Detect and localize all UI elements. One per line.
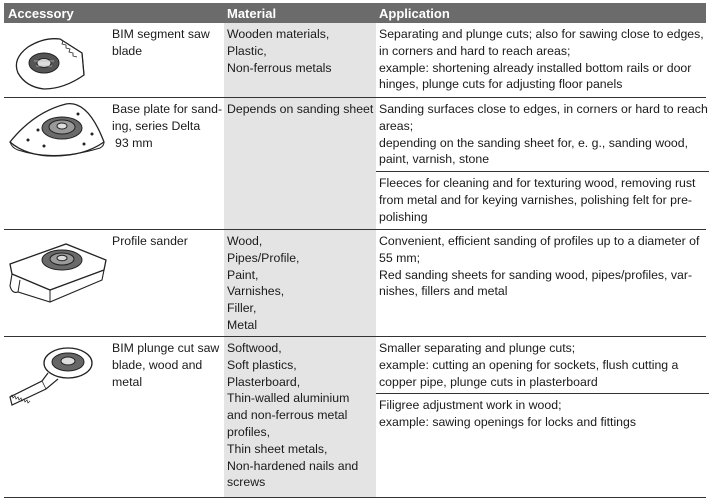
header-accessory: Accessory bbox=[8, 6, 74, 21]
table-row bbox=[4, 337, 706, 498]
header-material: Material bbox=[227, 6, 277, 21]
row-divider bbox=[376, 171, 709, 172]
table-header bbox=[4, 3, 706, 23]
table-row bbox=[4, 23, 706, 98]
header-application: Application bbox=[379, 6, 450, 21]
profile-sander-icon bbox=[4, 230, 110, 336]
accessory-name: Profile sander bbox=[112, 234, 188, 248]
segment-saw-blade-icon bbox=[4, 23, 110, 97]
material-cell: Depends on sanding sheet bbox=[224, 98, 376, 229]
row-divider bbox=[376, 393, 709, 394]
material-cell: Wood, Pipes/Profile, Paint, Varnishes, Filler, Metal bbox=[224, 230, 376, 336]
material-cell: Wooden materials, Plastic, Non-ferrous metals bbox=[224, 23, 376, 97]
accessory-name: BIM plunge cut saw blade, wood and metal bbox=[112, 341, 220, 389]
plunge-cut-saw-blade-icon bbox=[4, 337, 110, 497]
application-cell: Smaller separating and plunge cuts; example: cutting an opening for sockets, flush cutting a copper pipe, plunge cuts in plasterboard Filigree adjustment work in wood; example: sawing openings for locks and fittings bbox=[376, 337, 706, 497]
accessory-name: Base plate for sand- ing, series Delta 93 mm bbox=[112, 102, 223, 150]
delta-base-plate-icon bbox=[4, 98, 110, 229]
application-cell: Separating and plunge cuts; also for sawing close to edges, in corners and hard to reach areas; example: shortening already installed bottom rails or door hinges, plunge cuts for adjusting floor panels bbox=[379, 27, 704, 92]
material-cell: Softwood, Soft plastics, Plasterboard, Thin-walled aluminium and non-ferrous metal profiles, Thin sheet metals, Non-hardened nails and screws bbox=[224, 337, 376, 497]
application-cell: Sanding surfaces close to edges, in corners or hard to reach areas; depending on the sanding sheet for, e. g., sanding wood, paint, varnish, stone Fleeces for cleaning and for texturing wood, removing rust from metal and for keying varnishes, polishing felt for pre- polishing bbox=[376, 98, 706, 229]
accessory-table bbox=[4, 3, 706, 498]
table-row bbox=[4, 230, 706, 337]
table-row bbox=[4, 98, 706, 230]
application-cell: Convenient, efficient sanding of profiles up to a diameter of 55 mm; Red sanding sheets for sanding wood, pipes/profiles, var- nishes, fillers and metal bbox=[379, 234, 700, 299]
accessory-name: BIM segment saw blade bbox=[112, 27, 210, 58]
